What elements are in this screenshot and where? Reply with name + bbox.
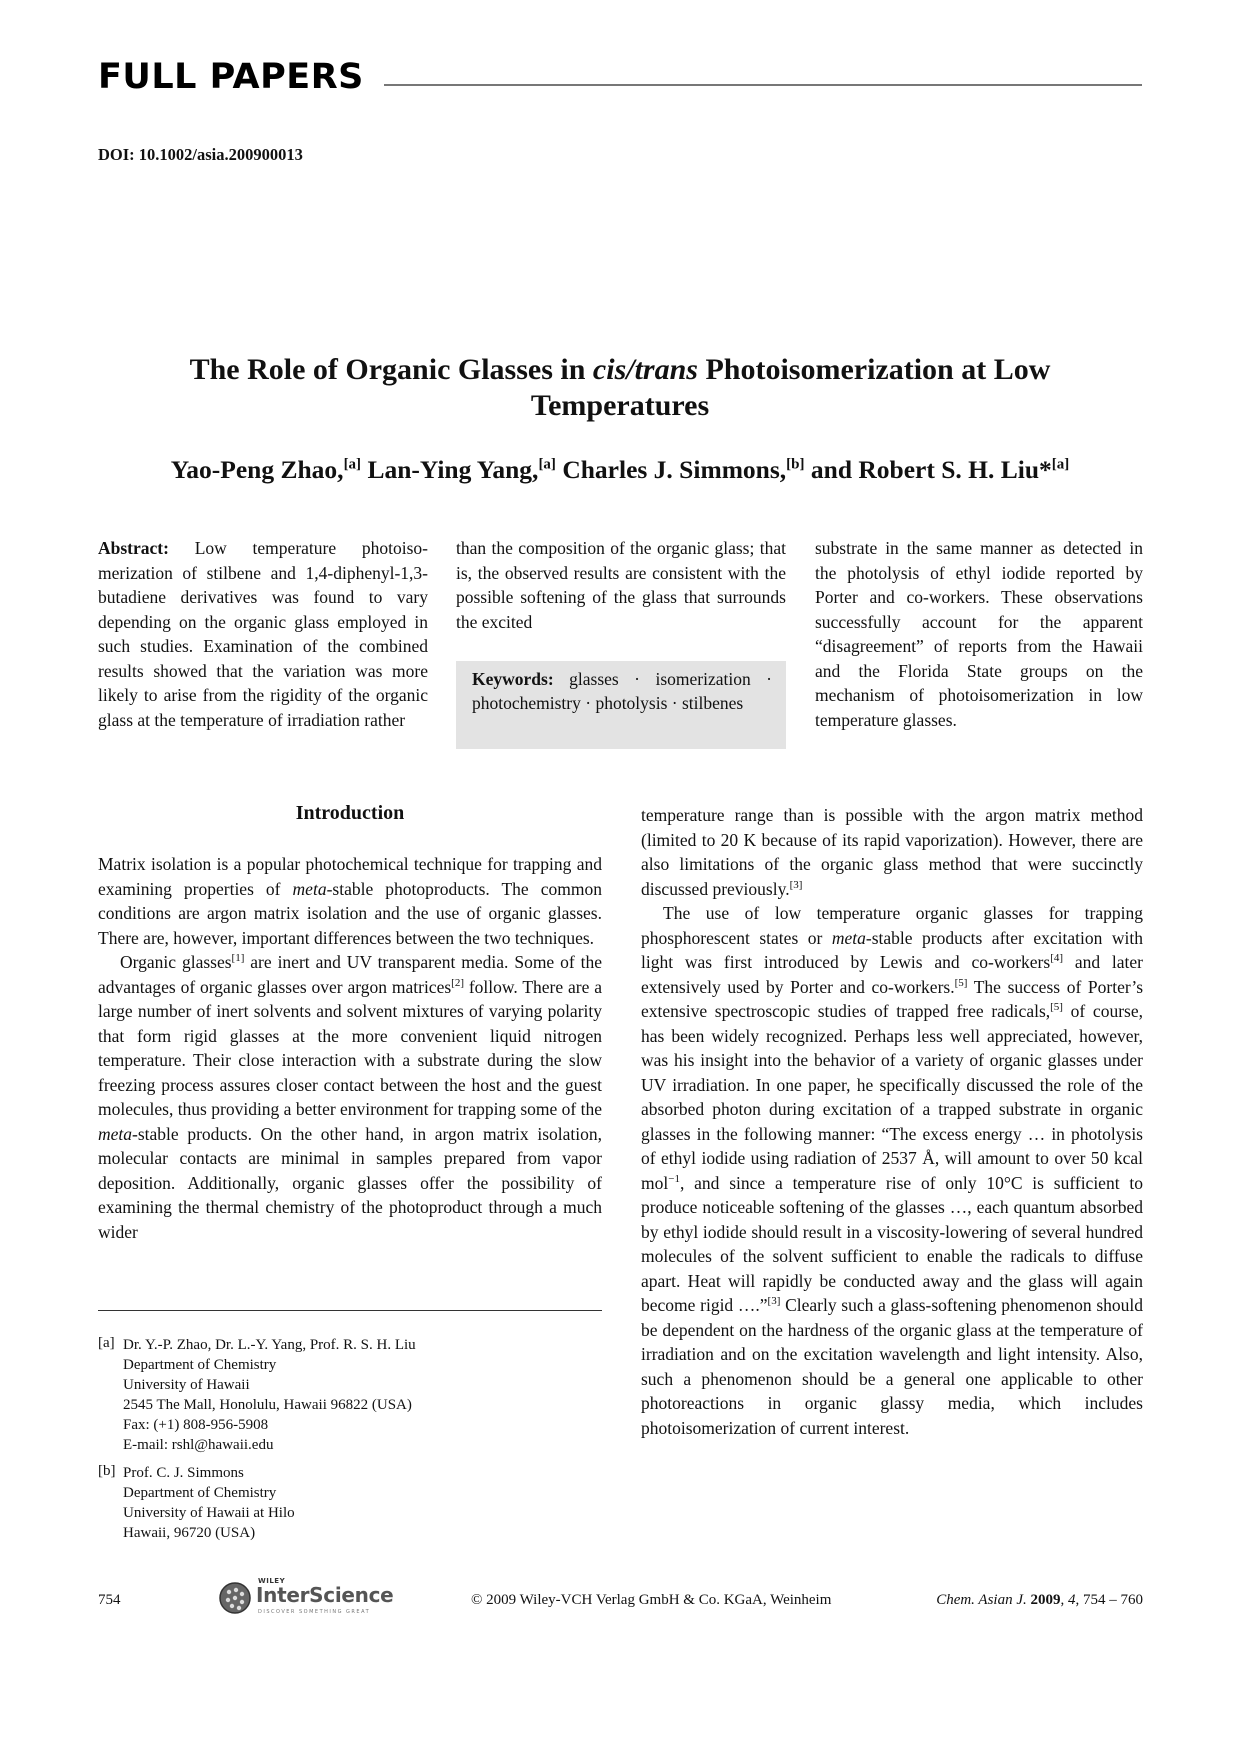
- affiliation-mark: [a]: [538, 456, 556, 473]
- abstract-text: Low temperature photoisomerization of stilbene and 1,4-diphenyl-1,3-butadiene derivatives was found to vary depending on the organic glass employed in such studies. Examination of the combined results showed that the variation was more likely to arise from the rigidity of the organic glass at the temperature of irradiation rather: [98, 538, 428, 730]
- paragraph: Organic glasses[1] are inert and UV transparent media. Some of the advantages of organic glasses over argon matrices[2] follow. There are a large number of inert solvents and solvent mixtures of varying polarity that form rigid glasses at the more convenient liquid nitrogen temperature. Their close interaction with a substrate during the slow freezing process assures closer contact between the host and the guest molecules, thus providing a better environment for trapping some of the meta-stable products. On the other hand, in argon matrix isolation, molecular contacts are minimal in samples prepared from vapor deposition. Additionally, organic glasses offer the possibility of examining the thermal chemistry of the photoproduct through a much wider: [98, 952, 602, 1242]
- author-name: and Robert S. H. Liu*: [810, 455, 1052, 484]
- abstract-column-1: [98, 536, 428, 732]
- author-name: Lan-Ying Yang,: [367, 455, 539, 484]
- affiliation-tag: [a]: [98, 1335, 115, 1351]
- header-rule: [384, 84, 1142, 86]
- citation: [2]: [451, 976, 464, 989]
- abstract-label: Abstract:: [98, 538, 169, 558]
- footnote-rule: [98, 1310, 602, 1311]
- page-number: 754: [98, 1592, 121, 1608]
- paragraph: The use of low temperature organic glasses for trapping phosphorescent states or meta-stable products after excitation with light was first introduced by Lewis and co-workers[4] and later extensively used by Porter and co-workers.[5] The success of Porter’s extensive spectroscopic studies of trapped free radicals,[5] of course, has been widely recognized. Perhaps less well appreciated, however, was his insight into the behavior of a variety of organic glasses under UV irradiation. In one paper, he specifically discussed the role of the absorbed photon during excitation of a trapped substrate in organic glasses in the following manner: “The excess energy … in photolysis of ethyl iodide using radiation of 2537 Å, will amount to over 50 kcal mol$^{-1}$, and since a temperature rise of only 10°C is sufficient to produce noticeable softening of the glasses …, each quantum absorbed by ethyl iodide should result in a viscosity-lowering of several hundred molecules of the solvent sufficient to enable the radicals to diffuse apart. Heat will rapidly be conducted away and the glass will again become rigid ….”[3] Clearly such a glass-softening phenomenon should be dependent on the hardness of the organic glass at the temperature of irradiation and on the excitation wavelength and light intensity. Also, such a phenomenon should be a general one applicable to other photoreactions in organic glassy media, which includes photoisomerization of current interest.: [641, 903, 1144, 1438]
- keywords: [472, 667, 772, 715]
- body-column-2: [641, 803, 1143, 1440]
- author-list: [100, 455, 1140, 485]
- body-column-1: [98, 852, 602, 1244]
- doi: DOI: 10.1002/asia.200900013: [98, 145, 303, 164]
- affiliation-tag: [b]: [98, 1463, 116, 1479]
- citation: [4]: [1050, 952, 1064, 965]
- section-heading-introduction: Introduction: [295, 802, 405, 824]
- article-title: The Role of Organic Glasses in cis/trans Photoisomerization at Low Temperatures: [189, 353, 1051, 422]
- affiliation-a: Dr. Y.-P. Zhao, Dr. L.-Y. Yang, Prof. R. S. H. Liu Department of Chemistry University of Hawaii 2545 The Mall, Honolulu, Hawaii 96822 (USA) Fax: (+1) 808-956-5908 E-mail: rshl@hawaii.edu: [123, 1335, 593, 1455]
- affiliation-b: Prof. C. J. Simmons Department of Chemistry University of Hawaii at Hilo Hawaii, 96720 (USA): [123, 1465, 295, 1541]
- paragraph: Matrix isolation is a popular photochemical technique for trapping and examining properties of meta-stable photoproducts. The common conditions are argon matrix isolation and the use of organic glasses. There are, however, important differences between the two techniques.: [98, 854, 602, 948]
- journal-citation: Chem. Asian J. 2009, 4, 754 – 760: [936, 1592, 1143, 1608]
- abstract-text: substrate in the same manner as detected in the photolysis of ethyl iodide reported by Porter and co-workers. These observations successfully account for the apparent “disagreement” of reports from the Hawaii and the Florida State groups on the mechanism of photoisomerization in low temperature glasses.: [815, 538, 1143, 730]
- citation: [5]: [1050, 1001, 1063, 1014]
- abstract-column-3: [815, 536, 1143, 732]
- author-name: Charles J. Simmons,: [562, 455, 787, 484]
- email-link[interactable]: E-mail: rshl@hawaii.edu: [123, 1437, 274, 1453]
- wiley-logo-text: WILEY: [258, 1577, 286, 1585]
- logo-tagline: DISCOVER SOMETHING GREAT: [258, 1609, 371, 1615]
- citation: [3]: [767, 1295, 781, 1308]
- keywords-label: Keywords:: [472, 669, 554, 689]
- section-label: FULL PAPERS: [98, 57, 364, 97]
- keywords-list: glasses · isomerization · photochemistry · photolysis · stilbenes: [472, 669, 773, 713]
- citation: [5]: [954, 976, 968, 989]
- copyright: © 2009 Wiley-VCH Verlag GmbH & Co. KGaA, Weinheim: [471, 1592, 832, 1608]
- abstract-column-2: [456, 536, 786, 634]
- abstract-text: than the composition of the organic glass; that is, the observed results are consistent with the possible softening of the glass that surrounds the excited: [456, 538, 786, 632]
- affiliation-mark: [a]: [1051, 456, 1070, 473]
- interscience-logo: InterScience: [256, 1583, 394, 1607]
- affiliation-mark: [b]: [786, 456, 805, 473]
- citation: [1]: [231, 952, 245, 965]
- interscience-globe-icon: [218, 1581, 252, 1615]
- paragraph: temperature range than is possible with the argon matrix method (limited to 20 K because of its rapid vaporization). However, there are also limitations of the organic glass method that were succinctly discussed previously.[3]: [641, 805, 1143, 899]
- author-name: Yao-Peng Zhao,: [170, 455, 344, 484]
- citation: [3]: [789, 878, 803, 891]
- affiliation-mark: [a]: [343, 456, 362, 473]
